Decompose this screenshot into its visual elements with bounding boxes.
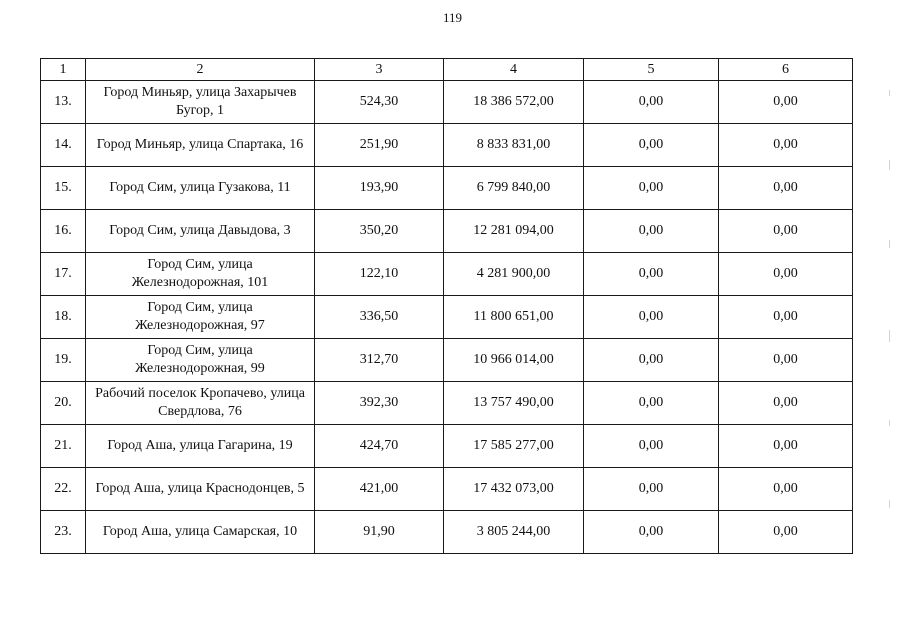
value-cell-col6: 0,00 (719, 382, 853, 425)
value-cell-col5: 0,00 (584, 339, 719, 382)
area-cell: 336,50 (315, 296, 444, 339)
value-cell-col6: 0,00 (719, 511, 853, 554)
scan-artifact (889, 500, 890, 508)
value-cell-col6: 0,00 (719, 339, 853, 382)
table-header (41, 59, 853, 81)
page-number: 119 (442, 10, 463, 25)
row-number-cell: 22. (41, 468, 86, 511)
value-cell-col5: 0,00 (584, 124, 719, 167)
value-cell-col5: 0,00 (584, 382, 719, 425)
column-header: 6 (719, 59, 853, 81)
table-row (41, 339, 853, 382)
table-body (41, 81, 853, 554)
table-row (41, 468, 853, 511)
address-cell: Город Сим, улица Железнодорожная, 101 (86, 253, 315, 296)
header-row (41, 59, 853, 81)
row-number-cell: 17. (41, 253, 86, 296)
table-row (41, 511, 853, 554)
amount-cell: 13 757 490,00 (444, 382, 584, 425)
row-number-cell: 18. (41, 296, 86, 339)
column-header: 5 (584, 59, 719, 81)
amount-cell: 18 386 572,00 (444, 81, 584, 124)
area-cell: 350,20 (315, 210, 444, 253)
column-header: 1 (41, 59, 86, 81)
row-number-cell: 23. (41, 511, 86, 554)
value-cell-col6: 0,00 (719, 167, 853, 210)
amount-cell: 17 585 277,00 (444, 425, 584, 468)
value-cell-col6: 0,00 (719, 468, 853, 511)
address-cell: Город Аша, улица Гагарина, 19 (86, 425, 315, 468)
address-cell: Город Сим, улица Железнодорожная, 99 (86, 339, 315, 382)
amount-cell: 12 281 094,00 (444, 210, 584, 253)
value-cell-col5: 0,00 (584, 296, 719, 339)
area-cell: 122,10 (315, 253, 444, 296)
address-cell: Город Аша, улица Краснодонцев, 5 (86, 468, 315, 511)
amount-cell: 6 799 840,00 (444, 167, 584, 210)
address-cell: Город Миньяр, улица Захарычев Бугор, 1 (86, 81, 315, 124)
value-cell-col5: 0,00 (584, 167, 719, 210)
table-row (41, 124, 853, 167)
value-cell-col6: 0,00 (719, 124, 853, 167)
table-row (41, 296, 853, 339)
area-cell: 251,90 (315, 124, 444, 167)
value-cell-col5: 0,00 (584, 468, 719, 511)
value-cell-col6: 0,00 (719, 210, 853, 253)
amount-cell: 11 800 651,00 (444, 296, 584, 339)
row-number-cell: 19. (41, 339, 86, 382)
value-cell-col5: 0,00 (584, 253, 719, 296)
table-row (41, 81, 853, 124)
amount-cell: 3 805 244,00 (444, 511, 584, 554)
address-cell: Город Миньяр, улица Спартака, 16 (86, 124, 315, 167)
area-cell: 524,30 (315, 81, 444, 124)
row-number-cell: 20. (41, 382, 86, 425)
area-cell: 421,00 (315, 468, 444, 511)
amount-cell: 10 966 014,00 (444, 339, 584, 382)
amount-cell: 4 281 900,00 (444, 253, 584, 296)
row-number-cell: 15. (41, 167, 86, 210)
area-cell: 91,90 (315, 511, 444, 554)
address-cell: Город Сим, улица Железнодорожная, 97 (86, 296, 315, 339)
row-number-cell: 21. (41, 425, 86, 468)
scan-artifact (889, 90, 890, 96)
address-cell: Город Сим, улица Давыдова, 3 (86, 210, 315, 253)
table-row (41, 425, 853, 468)
row-number-cell: 14. (41, 124, 86, 167)
address-cell: Рабочий поселок Кропачево, улица Свердлова, 76 (86, 382, 315, 425)
value-cell-col6: 0,00 (719, 425, 853, 468)
address-cell: Город Сим, улица Гузакова, 11 (86, 167, 315, 210)
column-header: 2 (86, 59, 315, 81)
table-row (41, 210, 853, 253)
row-number-cell: 13. (41, 81, 86, 124)
value-cell-col5: 0,00 (584, 81, 719, 124)
column-header: 3 (315, 59, 444, 81)
table-row (41, 382, 853, 425)
scan-artifact (889, 160, 890, 170)
scan-artifact (889, 420, 890, 426)
area-cell: 312,70 (315, 339, 444, 382)
row-number-cell: 16. (41, 210, 86, 253)
value-cell-col6: 0,00 (719, 253, 853, 296)
value-cell-col6: 0,00 (719, 81, 853, 124)
column-header: 4 (444, 59, 584, 81)
value-cell-col5: 0,00 (584, 210, 719, 253)
value-cell-col5: 0,00 (584, 511, 719, 554)
area-cell: 424,70 (315, 425, 444, 468)
table-row (41, 253, 853, 296)
data-table (40, 58, 853, 554)
scan-artifact (889, 240, 890, 248)
table-row (41, 167, 853, 210)
amount-cell: 17 432 073,00 (444, 468, 584, 511)
amount-cell: 8 833 831,00 (444, 124, 584, 167)
value-cell-col6: 0,00 (719, 296, 853, 339)
area-cell: 193,90 (315, 167, 444, 210)
scan-artifact (889, 330, 890, 342)
address-cell: Город Аша, улица Самарская, 10 (86, 511, 315, 554)
area-cell: 392,30 (315, 382, 444, 425)
value-cell-col5: 0,00 (584, 425, 719, 468)
